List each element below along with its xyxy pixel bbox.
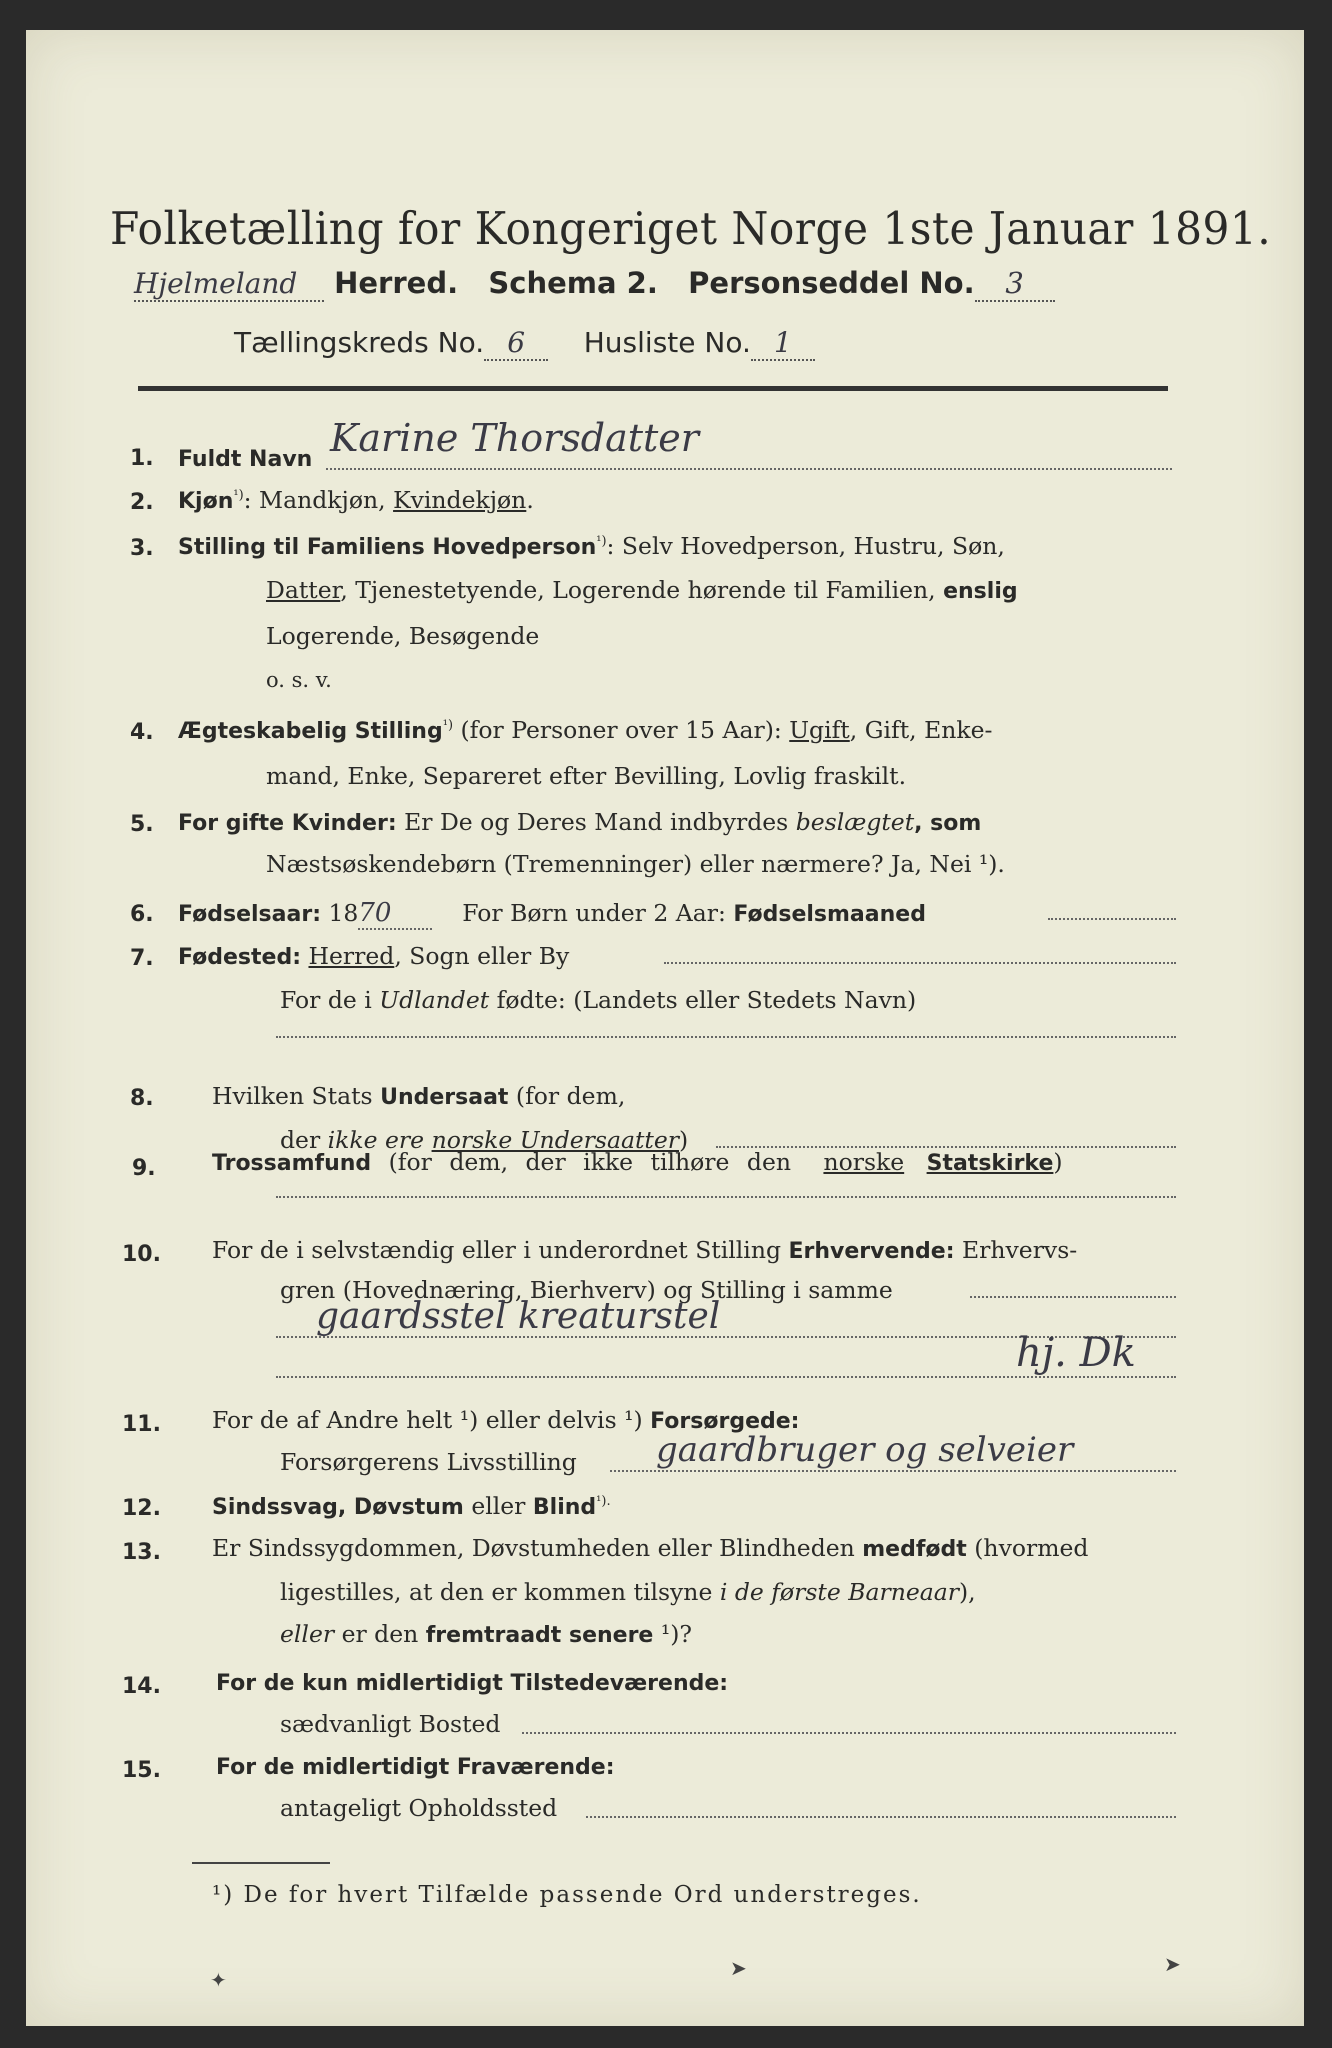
q6-prefix: 18	[321, 899, 359, 927]
herred-value: Hjelmeland	[134, 267, 324, 302]
q4-label: Ægteskabelig Stilling	[178, 719, 443, 744]
q4-selected: Ugift	[789, 716, 850, 744]
q8-italic-2: norske Undersaatter	[431, 1126, 679, 1154]
q7-text-1: , Sogn eller By	[394, 942, 570, 970]
personseddel-value: 3	[975, 266, 1055, 302]
q10-value: gaardsstel kreaturstel	[316, 1296, 721, 1337]
kreds-label: Tællingskreds No.	[234, 326, 485, 359]
question-list	[26, 30, 1304, 2026]
q15-bold: For de midlertidigt Fraværende:	[216, 1755, 615, 1780]
q7-label: Fødested:	[178, 945, 301, 970]
q4-row-1	[178, 716, 992, 744]
q15-fill	[586, 1816, 1176, 1818]
q9-under-2: Statskirke	[926, 1151, 1054, 1176]
q13-bold-2: fremtraadt senere	[425, 1623, 654, 1648]
q10-initials: hj. Dk	[1016, 1330, 1136, 1376]
q13-text-1: Er Sindssygdommen, Døvstumheden eller Blindheden	[212, 1534, 863, 1562]
q3-sup: ¹)	[596, 534, 607, 550]
census-form-page	[26, 30, 1304, 2026]
q5-bold: , som	[914, 811, 982, 836]
corner-mark-right-icon: ➤	[1164, 1952, 1181, 1976]
q10-row-2: gren (Hovednæring, Bierhverv) og Stilling i samme	[280, 1276, 893, 1304]
q15-row-2: antageligt Opholdssted	[280, 1794, 558, 1822]
q15-row-1	[216, 1752, 615, 1780]
q7-text-3: fødte: (Landets eller Stedets Navn)	[489, 986, 917, 1014]
footnote-rule	[192, 1862, 330, 1864]
item-number-10: 10.	[122, 1242, 161, 1267]
q12-row	[212, 1492, 611, 1520]
q8-text-1: Hvilken Stats	[212, 1082, 381, 1110]
q14-bold: For de kun midlertidigt Tilstedeværende:	[216, 1671, 729, 1696]
q7-row-2	[280, 986, 916, 1014]
item-number-15: 15.	[122, 1758, 161, 1783]
q13-text-3: ligestilles, at den er kommen tilsyne	[280, 1578, 720, 1606]
q7-selected: Herred	[308, 942, 395, 970]
q1-row	[178, 444, 312, 472]
q7-italic: Udlandet	[379, 986, 490, 1014]
q2-selected: Kvindekjøn	[393, 486, 527, 514]
item-number-9-display: 9.	[132, 1156, 156, 1181]
q2-text: : Mandkjøn,	[243, 486, 394, 514]
q4-sup: ¹)	[442, 718, 454, 734]
item-number-11: 11.	[122, 1412, 161, 1437]
q10-text-1: For de i selvstændig eller i underordnet Stilling	[212, 1236, 789, 1264]
q3-row-1	[178, 532, 1005, 560]
schema-label: Schema 2.	[488, 266, 658, 300]
q6-label: Fødselsaar:	[178, 902, 321, 927]
q2-sup: ¹)	[233, 488, 244, 504]
q10-bold: Erhvervende:	[788, 1239, 955, 1264]
q6-value: 70	[358, 898, 432, 930]
q3-row-3: Logerende, Besøgende	[266, 622, 540, 650]
q5-text-1: Er De og Deres Mand indbyrdes	[396, 808, 796, 836]
husliste-value: 1	[751, 326, 815, 361]
q12-bold-1: Sindssvag, Døvstum	[212, 1495, 464, 1520]
herred-label: Herred.	[334, 266, 459, 300]
q3-selected: Datter	[266, 576, 341, 604]
q1-fill	[326, 468, 1172, 470]
q6-fill	[1048, 918, 1176, 920]
q9-fill	[276, 1196, 1176, 1198]
q3-text-1: : Selv Hovedperson, Hustru, Søn,	[606, 532, 1005, 560]
q12-bold-2: Blind	[532, 1495, 597, 1520]
q13-row-1	[212, 1534, 1088, 1562]
item-number-8: 8.	[130, 1086, 154, 1111]
q10-row-1	[212, 1236, 1077, 1264]
q11-text-1: For de af Andre helt ¹) eller delvis ¹)	[212, 1406, 651, 1434]
q13-text-2: (hvormed	[966, 1534, 1089, 1562]
q8-text-3: der	[280, 1126, 328, 1154]
q10-fill-3	[276, 1376, 1176, 1378]
q8-text-4: )	[679, 1126, 689, 1154]
q6-bold: Fødselsmaaned	[733, 902, 926, 927]
q11-bold: Forsørgede:	[650, 1409, 800, 1434]
q6-row	[178, 898, 926, 930]
q13-text-6: ¹)?	[653, 1620, 693, 1648]
q13-italic-2: eller	[280, 1620, 335, 1648]
corner-mark-left-icon: ✦	[210, 1968, 227, 1992]
q13-italic: i de første Barneaar	[719, 1578, 960, 1606]
q7-fill-2	[276, 1036, 1176, 1038]
q1-value: Karine Thorsdatter	[330, 416, 699, 460]
q5-italic: beslægtet	[795, 808, 915, 836]
q8-bold: Undersaat	[380, 1085, 509, 1110]
personseddel-label: Personseddel No.	[688, 266, 975, 300]
q4-text-1: (for Personer over 15 Aar):	[453, 716, 790, 744]
q9-text: (for dem, der ikke tilhøre den	[371, 1148, 809, 1176]
q9-label: Trossamfund	[212, 1151, 372, 1176]
q3-row-4: o. s. v.	[266, 668, 332, 692]
q4-row-2: mand, Enke, Separeret efter Bevilling, Lovlig fraskilt.	[266, 762, 907, 790]
q13-row-2	[280, 1578, 976, 1606]
q13-bold: medfødt	[862, 1537, 967, 1562]
item-number-5: 5.	[130, 812, 154, 837]
q8-italic-1: ikke ere	[327, 1126, 432, 1154]
q13-text-5: er den	[334, 1620, 426, 1648]
q6-text: For Børn under 2 Aar:	[462, 899, 734, 927]
item-number-1: 1.	[130, 446, 154, 471]
item-number-13: 13.	[122, 1540, 161, 1565]
q3-label: Stilling til Familiens Hovedperson	[178, 535, 597, 560]
q3-text-2: , Tjenestetyende, Logerende hørende til Familien,	[340, 576, 944, 604]
item-number-3: 3.	[130, 536, 154, 561]
q3-bold: enslig	[943, 579, 1018, 604]
q13-row-3	[280, 1620, 692, 1648]
q10-fill-1	[970, 1296, 1176, 1298]
q8-row-1	[212, 1082, 625, 1110]
q1-label: Fuldt Navn	[178, 447, 313, 472]
q3-row-2	[266, 576, 1018, 604]
q7-row-1	[178, 942, 569, 970]
q5-label: For gifte Kvinder:	[178, 811, 397, 836]
item-number-6: 6.	[130, 902, 154, 927]
q14-fill	[522, 1732, 1176, 1734]
item-number-14: 14.	[122, 1674, 161, 1699]
q7-text-2: For de i	[280, 986, 380, 1014]
q14-row-1	[216, 1668, 728, 1696]
q12-text: eller	[463, 1492, 533, 1520]
form-title: Folketælling for Kongeriget Norge 1ste Januar 1891.	[110, 202, 1272, 255]
q4-text-2: , Gift, Enke-	[849, 716, 993, 744]
q12-sup: ¹).	[596, 1494, 611, 1510]
item-number-4: 4.	[130, 720, 154, 745]
footnote: ¹) De for hvert Tilfælde passende Ord understreges.	[212, 1882, 922, 1908]
q11-value: gaardbruger og selveier	[656, 1430, 1074, 1470]
q10-text-2: Erhvervs-	[954, 1236, 1078, 1264]
corner-mark-middle-icon: ➤	[730, 1956, 747, 1980]
q5-row-1	[178, 808, 981, 836]
q11-row-2: Forsørgerens Livsstilling	[280, 1448, 577, 1476]
item-number-7: 7.	[130, 946, 154, 971]
q9-row	[212, 1148, 1063, 1176]
item-number-12: 12.	[122, 1496, 161, 1521]
q2-label: Kjøn	[178, 489, 234, 514]
q2-row: Kjøn$^{^1)}$: Mandkjøn, Kvindekjøn.	[178, 486, 534, 514]
kreds-value: 6	[484, 326, 548, 361]
q14-row-2: sædvanligt Bosted	[280, 1710, 501, 1738]
q9-end: )	[1053, 1148, 1063, 1176]
item-number-2: 2.	[130, 490, 154, 515]
q5-row-2: Næstsøskendebørn (Tremenninger) eller nærmere? Ja, Nei ¹).	[266, 850, 1005, 878]
q9-under-1: norske	[823, 1148, 905, 1176]
husliste-label: Husliste No.	[583, 326, 751, 359]
q11-fill	[610, 1470, 1176, 1472]
q13-text-4: ),	[959, 1578, 976, 1606]
q8-text-2: (for dem,	[508, 1082, 626, 1110]
q7-fill-1	[664, 962, 1176, 964]
